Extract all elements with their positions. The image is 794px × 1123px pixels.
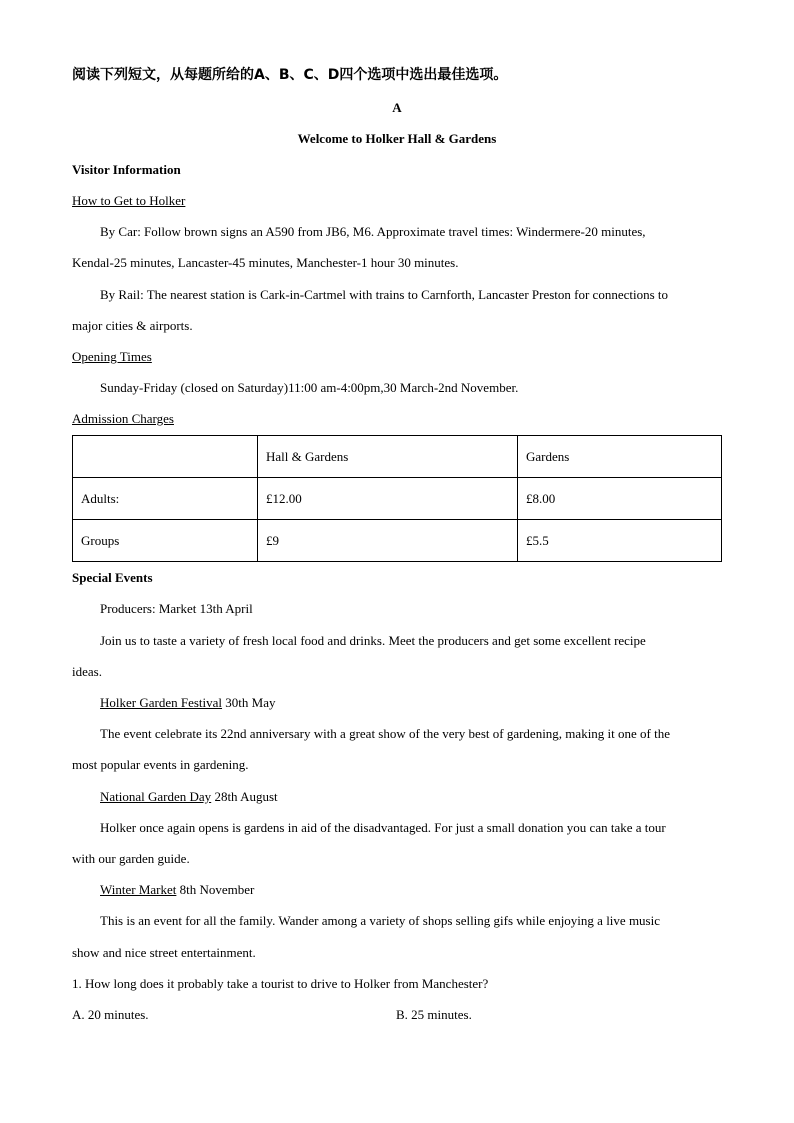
table-header-cell xyxy=(73,436,258,478)
garden-day-title xyxy=(100,789,278,805)
producers-market-title: Producers: Market 13th April xyxy=(100,601,253,616)
winter-market-line-1: This is an event for all the family. Wander among a variety of shops selling gifs while enjoying a live music xyxy=(100,913,660,928)
special-events-heading: Special Events xyxy=(72,570,153,585)
producers-market-line-2: ideas. xyxy=(72,664,102,679)
winter-market-name: Winter Market xyxy=(100,882,177,897)
table-cell: £9 xyxy=(258,520,518,562)
page-title: Welcome to Holker Hall & Gardens xyxy=(297,131,497,146)
question-1-option-a: A. 20 minutes. xyxy=(72,1007,149,1022)
admission-table xyxy=(72,435,722,562)
table-cell: £12.00 xyxy=(258,478,518,520)
garden-day-name: National Garden Day xyxy=(100,789,212,804)
garden-day-date: 28th August xyxy=(211,789,278,804)
garden-festival-line-2: most popular events in gardening. xyxy=(72,757,249,772)
table-header-cell: Hall & Gardens xyxy=(258,436,518,478)
garden-day-line-1: Holker once again opens is gardens in aid of the disadvantaged. For just a small donation you can take a tour xyxy=(100,820,666,835)
producers-market-line-1: Join us to taste a variety of fresh local food and drinks. Meet the producers and get some excellent recipe xyxy=(100,633,646,648)
garden-festival-date: 30th May xyxy=(222,695,276,710)
garden-day-line-2: with our garden guide. xyxy=(72,851,190,866)
garden-festival-line-1: The event celebrate its 22nd anniversary with a great show of the very best of gardening, making it one of the xyxy=(100,726,671,741)
garden-festival-title xyxy=(100,695,275,711)
winter-market-title xyxy=(100,882,254,898)
by-rail-line-1: By Rail: The nearest station is Cark-in-Cartmel with trains to Carnforth, Lancaster Preston for connections to xyxy=(100,287,669,302)
table-cell: £8.00 xyxy=(518,478,722,520)
table-cell: Adults: xyxy=(73,478,258,520)
visitor-info-heading: Visitor Information xyxy=(72,162,181,177)
instruction-text: 阅读下列短文，从每题所给的A、B、C、D四个选项中选出最佳选项。 xyxy=(72,67,508,83)
table-row xyxy=(73,478,722,520)
table-row xyxy=(73,520,722,562)
table-cell: £5.5 xyxy=(518,520,722,562)
garden-festival-name: Holker Garden Festival xyxy=(100,695,223,710)
question-1-text: 1. How long does it probably take a tourist to drive to Holker from Manchester? xyxy=(72,976,489,991)
by-rail-line-2: major cities & airports. xyxy=(72,318,193,333)
opening-times-heading: Opening Times xyxy=(72,349,152,364)
opening-times-text: Sunday-Friday (closed on Saturday)11:00 am-4:00pm,30 March-2nd November. xyxy=(100,380,519,395)
table-header-cell: Gardens xyxy=(518,436,722,478)
by-car-line-1: By Car: Follow brown signs an A590 from JB6, M6. Approximate travel times: Windermere-20 minutes, xyxy=(100,224,646,239)
table-header-row xyxy=(73,436,722,478)
winter-market-date: 8th November xyxy=(176,882,255,897)
winter-market-line-2: show and nice street entertainment. xyxy=(72,945,256,960)
by-car-line-2: Kendal-25 minutes, Lancaster-45 minutes, Manchester-1 hour 30 minutes. xyxy=(72,255,459,270)
question-1-option-b: B. 25 minutes. xyxy=(396,1007,472,1022)
passage-label: A xyxy=(392,100,402,115)
table-cell: Groups xyxy=(73,520,258,562)
admission-heading: Admission Charges xyxy=(72,411,174,426)
how-to-get-heading: How to Get to Holker xyxy=(72,193,186,208)
